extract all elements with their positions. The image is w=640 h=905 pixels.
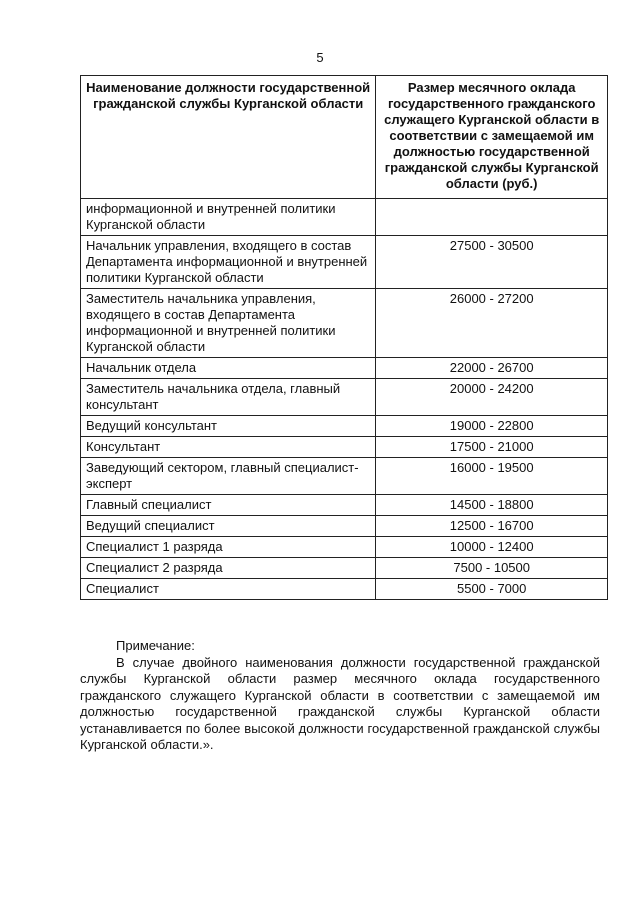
position-cell: Начальник отдела (81, 358, 376, 379)
table-row (81, 289, 608, 358)
table-row (81, 458, 608, 495)
table-row (81, 437, 608, 458)
salary-cell: 19000 - 22800 (376, 416, 608, 437)
salary-cell: 22000 - 26700 (376, 358, 608, 379)
note-section (80, 638, 600, 754)
position-cell: Заведующий сектором, главный специалист-эксперт (81, 458, 376, 495)
salary-cell: 26000 - 27200 (376, 289, 608, 358)
salary-cell: 7500 - 10500 (376, 558, 608, 579)
position-cell: Специалист (81, 579, 376, 600)
position-cell: Начальник управления, входящего в состав Департамента информационной и внутренней политики Курганской области (81, 236, 376, 289)
position-cell: информационной и внутренней политики Курганской области (81, 199, 376, 236)
table-row (81, 579, 608, 600)
note-label: Примечание: (116, 638, 195, 653)
position-cell: Ведущий консультант (81, 416, 376, 437)
header-position: Наименование должности государственной гражданской службы Курганской области (81, 76, 376, 199)
salary-cell: 20000 - 24200 (376, 379, 608, 416)
salary-cell (376, 199, 608, 236)
salary-cell: 27500 - 30500 (376, 236, 608, 289)
page-number: 5 (316, 50, 324, 65)
salary-cell: 12500 - 16700 (376, 516, 608, 537)
table-row (81, 236, 608, 289)
position-cell: Специалист 1 разряда (81, 537, 376, 558)
table-header-row (81, 76, 608, 199)
table-row (81, 358, 608, 379)
table-row (81, 558, 608, 579)
position-cell: Заместитель начальника управления, входящего в состав Департамента информационной и внутренней политики Курганской области (81, 289, 376, 358)
position-cell: Специалист 2 разряда (81, 558, 376, 579)
salary-table (80, 75, 608, 600)
salary-cell: 17500 - 21000 (376, 437, 608, 458)
salary-cell: 16000 - 19500 (376, 458, 608, 495)
salary-cell: 5500 - 7000 (376, 579, 608, 600)
table-row (81, 199, 608, 236)
table-row (81, 537, 608, 558)
salary-cell: 10000 - 12400 (376, 537, 608, 558)
position-cell: Консультант (81, 437, 376, 458)
table-row (81, 516, 608, 537)
table-row (81, 379, 608, 416)
position-cell: Заместитель начальника отдела, главный консультант (81, 379, 376, 416)
header-salary: Размер месячного оклада государственного гражданского служащего Курганской области в соответствии с замещаемой им должностью государственной гражданской службы Курганской области (руб.) (376, 76, 608, 199)
table-row (81, 416, 608, 437)
note-text: В случае двойного наименования должности государственной гражданской службы Курганской области размер месячного оклада государственного гражданского служащего Курганской области в соответствии с замещаемой им должностью государственной гражданской службы Курганской области устанавливается по более высокой должности государственной гражданской службы Курганской области.». (80, 654, 600, 752)
position-cell: Главный специалист (81, 495, 376, 516)
table-row (81, 495, 608, 516)
salary-cell: 14500 - 18800 (376, 495, 608, 516)
position-cell: Ведущий специалист (81, 516, 376, 537)
